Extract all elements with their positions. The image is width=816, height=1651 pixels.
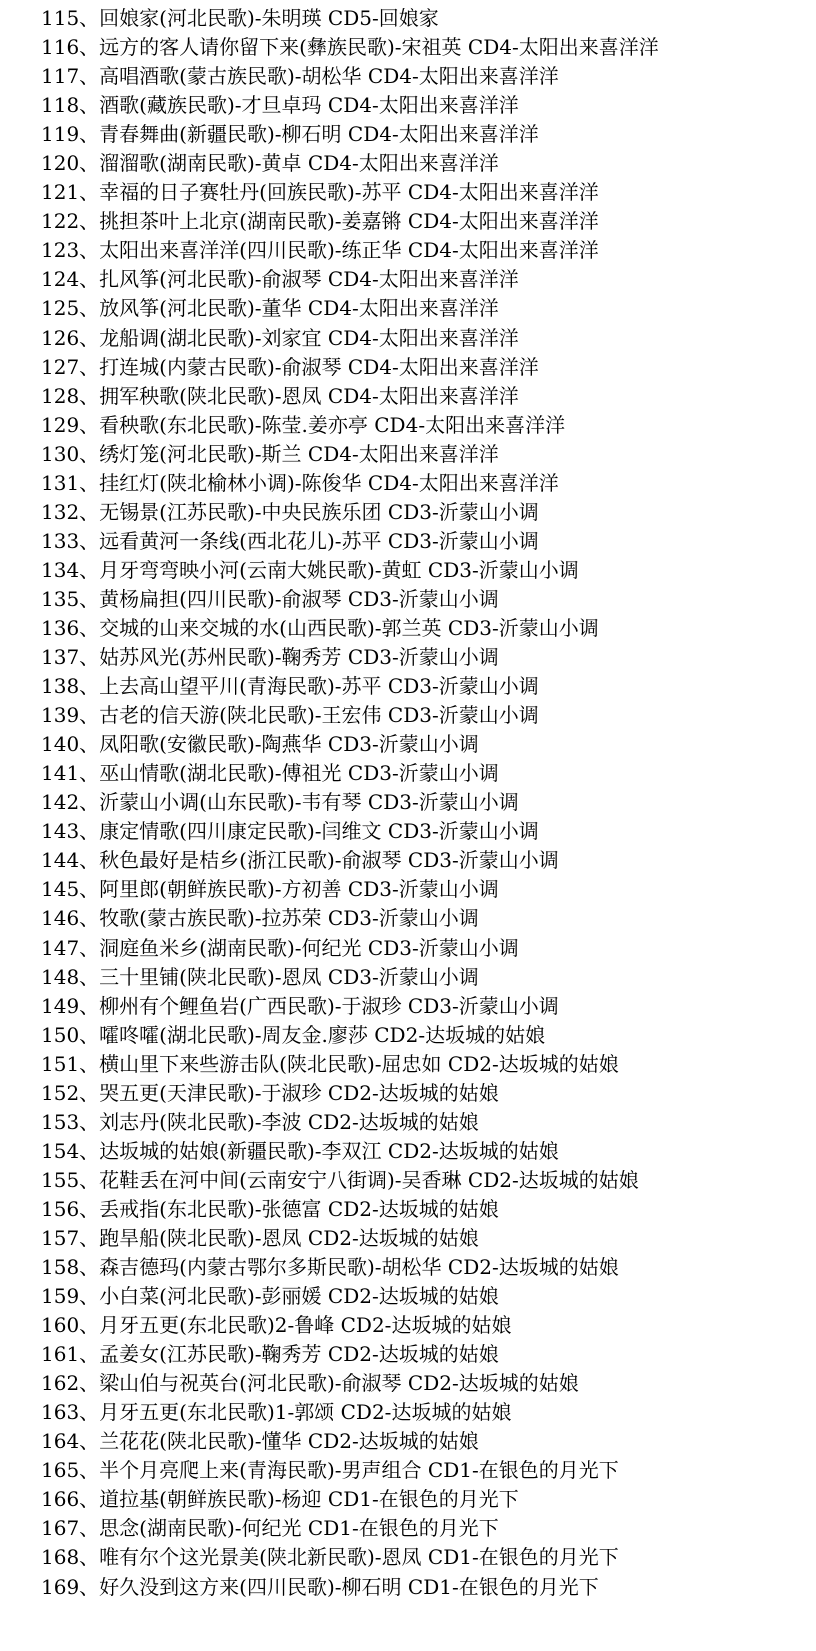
song-entry: 132、无锡景(江苏民歌)-中央民族乐团 CD3-沂蒙山小调 [41, 499, 539, 524]
song-entry: 121、幸福的日子赛牡丹(回族民歌)-苏平 CD4-太阳出来喜洋洋 [41, 180, 599, 205]
list-item [41, 33, 810, 62]
song-entry: 161、孟姜女(江苏民歌)-鞠秀芳 CD2-达坂城的姑娘 [41, 1342, 499, 1367]
list-item [41, 556, 810, 585]
song-entry: 118、酒歌(藏族民歌)-才旦卓玛 CD4-太阳出来喜洋洋 [41, 93, 519, 118]
song-entry: 144、秋色最好是桔乡(浙江民歌)-俞淑琴 CD3-沂蒙山小调 [41, 848, 559, 873]
song-entry: 143、康定情歌(四川康定民歌)-闫维文 CD3-沂蒙山小调 [41, 819, 539, 844]
list-item [41, 1195, 810, 1224]
song-entry: 128、拥军秧歌(陕北民歌)-恩凤 CD4-太阳出来喜洋洋 [41, 383, 519, 408]
list-item [41, 178, 810, 207]
song-entry: 154、达坂城的姑娘(新疆民歌)-李双江 CD2-达坂城的姑娘 [41, 1138, 559, 1163]
list-item [41, 614, 810, 643]
list-item [41, 904, 810, 933]
song-entry: 169、好久没到这方来(四川民歌)-柳石明 CD1-在银色的月光下 [41, 1574, 599, 1599]
list-item [41, 1514, 810, 1543]
song-entry: 168、唯有尔个这光景美(陕北新民歌)-恩凤 CD1-在银色的月光下 [41, 1545, 619, 1570]
list-item [41, 875, 810, 904]
list-item [41, 1253, 810, 1282]
song-entry: 117、高唱酒歌(蒙古族民歌)-胡松华 CD4-太阳出来喜洋洋 [41, 64, 559, 89]
list-item [41, 236, 810, 265]
song-entry: 136、交城的山来交城的水(山西民歌)-郭兰英 CD3-沂蒙山小调 [41, 615, 599, 640]
song-entry: 148、三十里铺(陕北民歌)-恩凤 CD3-沂蒙山小调 [41, 964, 479, 989]
song-entry: 167、思念(湖南民歌)-何纪光 CD1-在银色的月光下 [41, 1516, 499, 1541]
song-entry: 137、姑苏风光(苏州民歌)-鞠秀芳 CD3-沂蒙山小调 [41, 645, 499, 670]
song-entry: 152、哭五更(天津民歌)-于淑珍 CD2-达坂城的姑娘 [41, 1080, 499, 1105]
list-item [41, 265, 810, 294]
list-item [41, 91, 810, 120]
song-entry: 129、看秧歌(东北民歌)-陈莹.姜亦亭 CD4-太阳出来喜洋洋 [41, 412, 566, 437]
song-entry: 164、兰花花(陕北民歌)-懂华 CD2-达坂城的姑娘 [41, 1429, 479, 1454]
song-entry: 126、龙船调(湖北民歌)-刘家宜 CD4-太阳出来喜洋洋 [41, 325, 519, 350]
song-entry: 115、回娘家(河北民歌)-朱明瑛 CD5-回娘家 [41, 6, 439, 30]
song-entry: 122、挑担茶叶上北京(湖南民歌)-姜嘉锵 CD4-太阳出来喜洋洋 [41, 209, 599, 234]
song-entry: 124、扎风筝(河北民歌)-俞淑琴 CD4-太阳出来喜洋洋 [41, 267, 519, 292]
song-entry: 116、远方的客人请你留下来(彝族民歌)-宋祖英 CD4-太阳出来喜洋洋 [41, 35, 659, 60]
list-item [41, 1050, 810, 1079]
list-item [41, 992, 810, 1021]
list-item [41, 1456, 810, 1485]
list-item [41, 469, 810, 498]
song-entry: 162、梁山伯与祝英台(河北民歌)-俞淑琴 CD2-达坂城的姑娘 [41, 1371, 579, 1396]
song-entry: 166、道拉基(朝鲜族民歌)-杨迎 CD1-在银色的月光下 [41, 1487, 519, 1512]
list-item [41, 411, 810, 440]
list-item [41, 788, 810, 817]
list-item [41, 1340, 810, 1369]
song-entry: 127、打连城(内蒙古民歌)-俞淑琴 CD4-太阳出来喜洋洋 [41, 354, 539, 379]
list-item [41, 1398, 810, 1427]
list-item [41, 701, 810, 730]
list-item [41, 730, 810, 759]
list-item [41, 149, 810, 178]
list-item [41, 1311, 810, 1340]
song-entry: 120、溜溜歌(湖南民歌)-黄卓 CD4-太阳出来喜洋洋 [41, 151, 499, 176]
list-item [41, 382, 810, 411]
list-item [41, 440, 810, 469]
list-item [41, 585, 810, 614]
song-entry: 150、嚯咚嚯(湖北民歌)-周友金.廖莎 CD2-达坂城的姑娘 [41, 1022, 546, 1047]
list-item [41, 1282, 810, 1311]
song-entry: 160、月牙五更(东北民歌)2-鲁峰 CD2-达坂城的姑娘 [41, 1313, 512, 1338]
song-entry: 146、牧歌(蒙古族民歌)-拉苏荣 CD3-沂蒙山小调 [41, 906, 479, 931]
song-list [41, 4, 810, 1602]
list-item [41, 846, 810, 875]
list-item [41, 4, 810, 33]
list-item [41, 934, 810, 963]
list-item [41, 643, 810, 672]
list-item [41, 1369, 810, 1398]
song-entry: 133、远看黄河一条线(西北花儿)-苏平 CD3-沂蒙山小调 [41, 528, 539, 553]
list-item [41, 207, 810, 236]
list-item [41, 1427, 810, 1456]
song-entry: 157、跑旱船(陕北民歌)-恩凤 CD2-达坂城的姑娘 [41, 1225, 479, 1250]
list-item [41, 1573, 810, 1602]
list-item [41, 1224, 810, 1253]
list-item [41, 759, 810, 788]
song-entry: 134、月牙弯弯映小河(云南大姚民歌)-黄虹 CD3-沂蒙山小调 [41, 557, 579, 582]
song-entry: 151、横山里下来些游击队(陕北民歌)-屈忠如 CD2-达坂城的姑娘 [41, 1051, 619, 1076]
list-item [41, 62, 810, 91]
song-entry: 135、黄杨扁担(四川民歌)-俞淑琴 CD3-沂蒙山小调 [41, 586, 499, 611]
song-entry: 123、太阳出来喜洋洋(四川民歌)-练正华 CD4-太阳出来喜洋洋 [41, 238, 599, 263]
song-entry: 142、沂蒙山小调(山东民歌)-韦有琴 CD3-沂蒙山小调 [41, 790, 519, 815]
song-entry: 139、古老的信天游(陕北民歌)-王宏伟 CD3-沂蒙山小调 [41, 703, 539, 728]
list-item [41, 963, 810, 992]
song-entry: 158、森吉德玛(内蒙古鄂尔多斯民歌)-胡松华 CD2-达坂城的姑娘 [41, 1255, 619, 1280]
song-entry: 125、放风筝(河北民歌)-董华 CD4-太阳出来喜洋洋 [41, 296, 499, 321]
song-entry: 153、刘志丹(陕北民歌)-李波 CD2-达坂城的姑娘 [41, 1109, 479, 1134]
list-item [41, 1543, 810, 1572]
list-item [41, 1485, 810, 1514]
song-entry: 145、阿里郎(朝鲜族民歌)-方初善 CD3-沂蒙山小调 [41, 877, 499, 902]
list-item [41, 294, 810, 323]
list-item [41, 817, 810, 846]
list-item [41, 1108, 810, 1137]
song-entry: 159、小白菜(河北民歌)-彭丽媛 CD2-达坂城的姑娘 [41, 1284, 499, 1309]
list-item [41, 1079, 810, 1108]
song-entry: 131、挂红灯(陕北榆林小调)-陈俊华 CD4-太阳出来喜洋洋 [41, 470, 559, 495]
list-item [41, 120, 810, 149]
list-item [41, 527, 810, 556]
list-item [41, 1021, 810, 1050]
song-entry: 130、绣灯笼(河北民歌)-斯兰 CD4-太阳出来喜洋洋 [41, 441, 499, 466]
list-item [41, 1137, 810, 1166]
list-item [41, 498, 810, 527]
list-item [41, 1166, 810, 1195]
list-item [41, 353, 810, 382]
song-entry: 141、巫山情歌(湖北民歌)-傅祖光 CD3-沂蒙山小调 [41, 761, 499, 786]
song-entry: 147、洞庭鱼米乡(湖南民歌)-何纪光 CD3-沂蒙山小调 [41, 935, 519, 960]
song-entry: 155、花鞋丢在河中间(云南安宁八街调)-吴香琳 CD2-达坂城的姑娘 [41, 1167, 639, 1192]
list-item [41, 672, 810, 701]
song-entry: 140、凤阳歌(安徽民歌)-陶燕华 CD3-沂蒙山小调 [41, 732, 479, 757]
song-entry: 149、柳州有个鲤鱼岩(广西民歌)-于淑珍 CD3-沂蒙山小调 [41, 993, 559, 1018]
song-entry: 163、月牙五更(东北民歌)1-郭颂 CD2-达坂城的姑娘 [41, 1400, 512, 1425]
song-entry: 119、青春舞曲(新疆民歌)-柳石明 CD4-太阳出来喜洋洋 [41, 122, 539, 147]
song-entry: 156、丢戒指(东北民歌)-张德富 CD2-达坂城的姑娘 [41, 1196, 499, 1221]
song-entry: 138、上去高山望平川(青海民歌)-苏平 CD3-沂蒙山小调 [41, 674, 539, 699]
list-item [41, 324, 810, 353]
song-entry: 165、半个月亮爬上来(青海民歌)-男声组合 CD1-在银色的月光下 [41, 1458, 619, 1483]
